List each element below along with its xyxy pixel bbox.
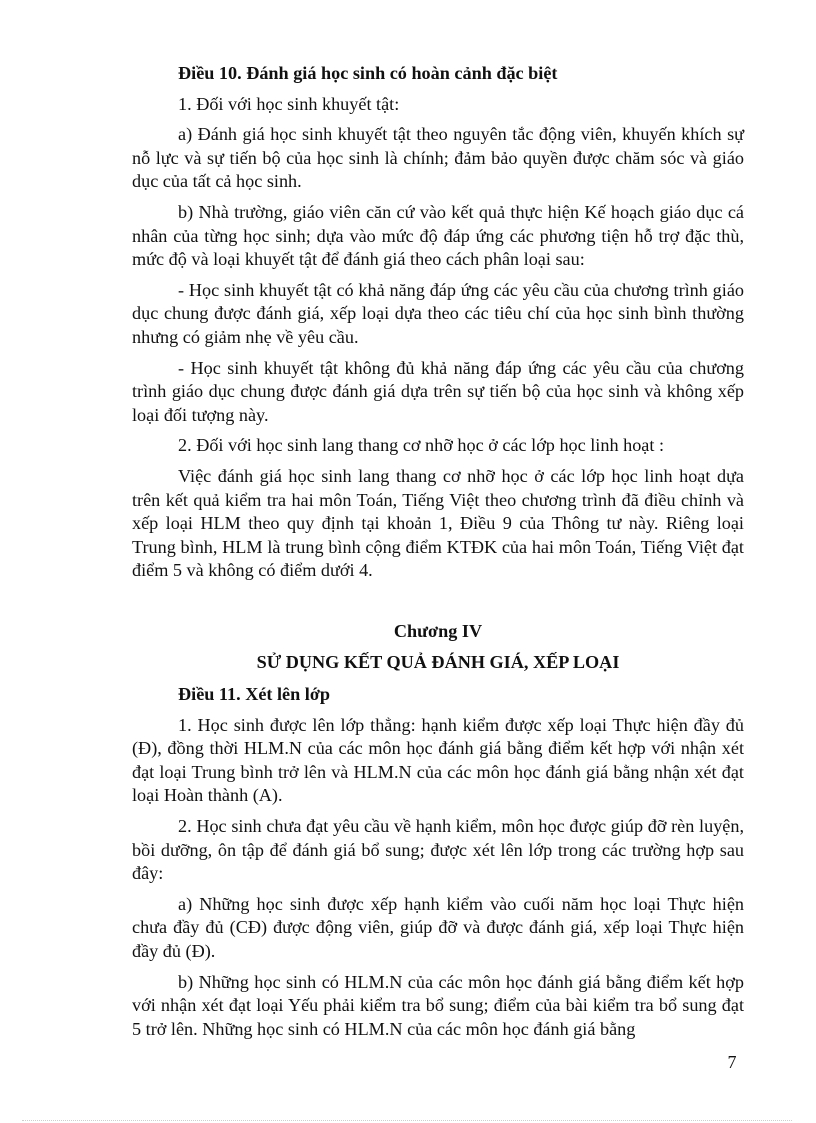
body-paragraph: 2. Học sinh chưa đạt yêu cầu về hạnh kiểm, môn học được giúp đỡ rèn luyện, bồi dưỡng, ôn tập để đánh giá bổ sung; được xét lên lớp trong các trường hợp sau đây: bbox=[132, 816, 744, 884]
body-paragraph: - Học sinh khuyết tật có khả năng đáp ứng các yêu cầu của chương trình giáo dục chung được đánh giá, xếp loại dựa theo các tiêu chí của học sinh bình thường nhưng có giảm nhẹ về yêu cầu. bbox=[132, 279, 744, 347]
article-heading: Điều 11. Xét lên lớp bbox=[178, 684, 331, 705]
body-paragraph: a) Những học sinh được xếp hạnh kiểm vào cuối năm học loại Thực hiện chưa đầy đủ (CĐ) được động viên, giúp đỡ và được đánh giá, xếp loại Thực hiện đầy đủ (Đ). bbox=[132, 893, 744, 961]
document-body bbox=[132, 58, 744, 1048]
chapter-title: SỬ DỤNG KẾT QUẢ ĐÁNH GIÁ, XẾP LOẠI bbox=[256, 652, 620, 673]
body-paragraph: b) Những học sinh có HLM.N của các môn học đánh giá bằng điểm kết hợp với nhận xét đạt loại Yếu phải kiểm tra bổ sung; điểm của bài kiểm tra bổ sung đạt 5 trở lên. Những học sinh có HLM.N của các môn học đánh giá bằng bbox=[132, 971, 744, 1039]
body-paragraph: Việc đánh giá học sinh lang thang cơ nhỡ học ở các lớp học linh hoạt dựa trên kết quả kiểm tra hai môn Toán, Tiếng Việt theo chương trình đã điều chỉnh và xếp loại HLM theo quy định tại khoản 1, Điều 9 của Thông tư này. Riêng loại Trung bình, HLM là trung bình cộng điểm KTĐK của hai môn Toán, Tiếng Việt đạt điểm 5 và không có điểm dưới 4. bbox=[132, 465, 744, 581]
body-paragraph: b) Nhà trường, giáo viên căn cứ vào kết quả thực hiện Kế hoạch giáo dục cá nhân của từng học sinh; dựa vào mức độ đáp ứng các phương tiện hỗ trợ đặc thù, mức độ và loại khuyết tật để đánh giá theo cách phân loại sau: bbox=[132, 201, 744, 270]
page-number: 7 bbox=[727, 1052, 737, 1072]
section-spacer bbox=[132, 590, 744, 620]
body-paragraph: 1. Học sinh được lên lớp thẳng: hạnh kiểm được xếp loại Thực hiện đầy đủ (Đ), đồng thời HLM.N của các môn học đánh giá bằng điểm kết hợp với nhận xét đạt loại Trung bình trở lên và HLM.N của các môn học đánh giá bằng nhận xét đạt loại Hoàn thành (A). bbox=[132, 714, 744, 806]
section-dieu-11 bbox=[132, 683, 744, 1041]
article-heading: Điều 10. Đánh giá học sinh có hoàn cảnh đặc biệt bbox=[178, 63, 558, 83]
body-paragraph: 2. Đối với học sinh lang thang cơ nhỡ học ở các lớp học linh hoạt : bbox=[178, 435, 665, 456]
page-bottom-border bbox=[22, 1120, 792, 1121]
body-paragraph: 1. Đối với học sinh khuyết tật: bbox=[178, 93, 400, 114]
chapter-number: Chương IV bbox=[393, 620, 483, 641]
body-paragraph: - Học sinh khuyết tật không đủ khả năng đáp ứng các yêu cầu của chương trình giáo dục chung được đánh giá dựa trên sự tiến bộ của học sinh và không xếp loại đối tượng này. bbox=[132, 357, 744, 425]
section-dieu-10 bbox=[132, 62, 744, 583]
body-paragraph: a) Đánh giá học sinh khuyết tật theo nguyên tắc động viên, khuyến khích sự nỗ lực và sự tiến bộ của học sinh là chính; đảm bảo quyền được chăm sóc và giáo dục của tất cả học sinh. bbox=[132, 124, 744, 192]
